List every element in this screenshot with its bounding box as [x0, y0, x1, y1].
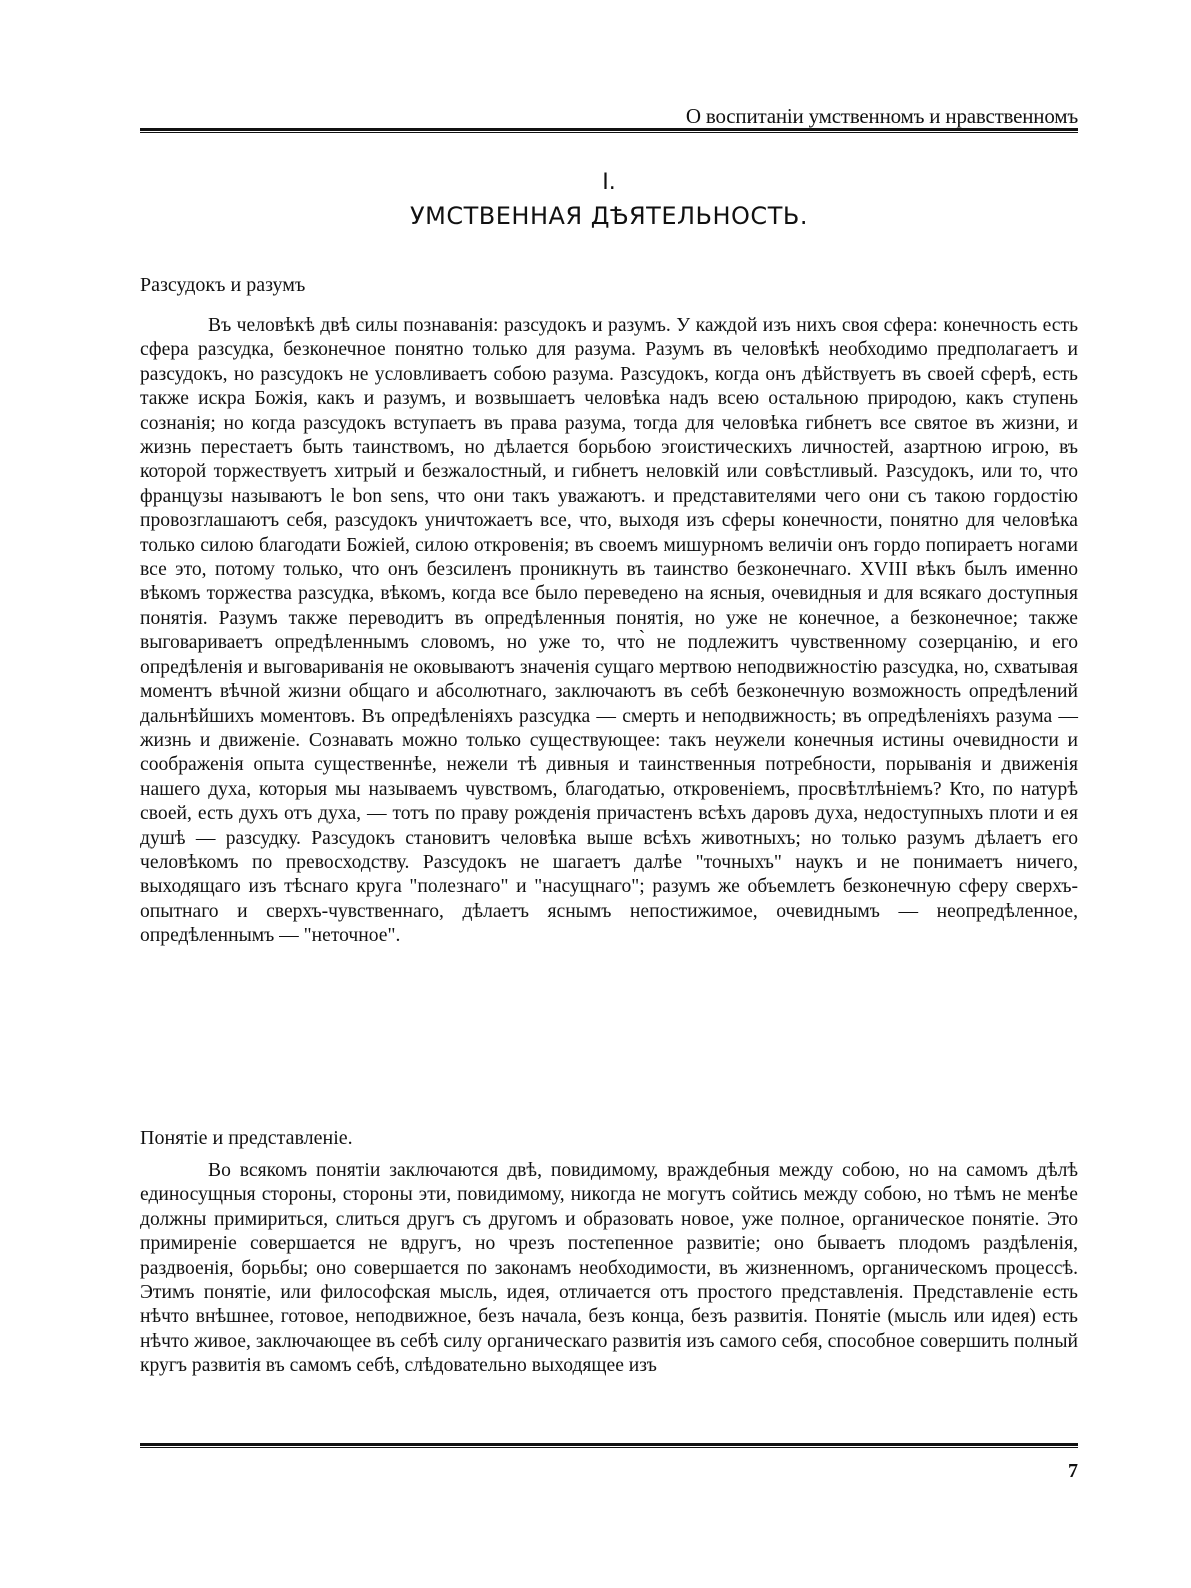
chapter-title: УМСТВЕННАЯ ДѢЯТЕЛЬНОСТЬ.: [410, 202, 808, 230]
section-heading: Разсудокъ и разумъ: [140, 274, 306, 296]
footer-rule: [140, 1443, 1078, 1448]
chapter-heading: [140, 170, 1078, 232]
chapter-number: I.: [602, 170, 616, 195]
page-number: 7: [1068, 1460, 1078, 1482]
section-heading: Понятiе и представленiе.: [140, 1127, 353, 1149]
body-paragraph: Во всякомъ понятiи заключаются двѣ, повидимому, враждебныя между собою, но на самомъ дѣлѣ единосущныя стороны, стороны эти, повидимому, никогда не могутъ сойтись между собою, но тѣмъ не менѣе должны примириться, слиться другъ съ другомъ и образовать новое, уже полное, органическое понятiе. Это примиренiе совершается не вдругъ, но чрезъ постепенное развитiе; оно бываетъ плодомъ раздѣленiя, раздвоенiя, борьбы; оно совершается по законамъ необходимости, въ жизненномъ, органическомъ процессѣ. Этимъ понятiе, или философская мысль, идея, отличается отъ простого представленiя. Представленiе есть нѣчто внѣшнее, готовое, неподвижное, безъ начала, безъ конца, безъ развитiя. Понятiе (мысль или идея) есть нѣчто живое, заключающее въ себѣ силу органическаго развитiя изъ самого себя, способное совершить полный кругъ развитiя въ самомъ себѣ, слѣдовательно выходящее изъ: [140, 1160, 1078, 1377]
body-paragraph: Въ человѣкѣ двѣ силы познаванiя: разсудокъ и разумъ. У каждой изъ нихъ своя сфера: конечность есть сфера разсудка, безконечное понятно только для разума. Разумъ въ человѣкѣ необходимо предполагаетъ и разсудокъ, но разсудокъ не условливаетъ собою разума. Разсудокъ, когда онъ дѣйствуетъ въ своей сферѣ, есть также искра Божiя, какъ и разумъ, и возвышаетъ человѣка надъ всею остальною природою, какъ ступень сознанiя; но когда разсудокъ вступаетъ въ права разума, тогда для человѣка гибнетъ все святое въ жизни, и жизнь перестаетъ быть таинствомъ, но дѣлается борьбою эгоистическихъ личностей, азартною игрою, въ которой торжествуетъ хитрый и безжалостный, и гибнетъ неловкiй или совѣстливый. Разсудокъ, или то, что французы называютъ le bon sens, что они такъ уважаютъ. и представителями чего они съ такою гордостiю провозглашаютъ себя, разсудокъ уничтожаетъ все, что, выходя изъ сферы конечности, понятно для человѣка только силою благодати Божiей, силою откровенiя; въ своемъ мишурномъ величiи онъ гордо попираетъ ногами все это, потому только, что онъ безсиленъ проникнуть въ таинство безконечнаго. XVIII вѣкъ былъ именно вѣкомъ торжества разсудка, вѣкомъ, когда все было переведено на ясныя, очевидныя и для всякаго доступныя понятiя. Разумъ также переводитъ въ опредѣленныя понятiя, но уже не конечное, а безконечное; также выговариваетъ опредѣленнымъ словомъ, но уже то, что̀ не подлежитъ чувственному созерцанiю, и его опредѣленiя и выговариванiя не оковываютъ значенiя сущаго мертвою неподвижностiю разсудка, но, схватывая моментъ вѣчной жизни общаго и абсолютнаго, заключаютъ въ себѣ безконечную возможность опредѣлений дальнѣйшихъ моментовъ. Въ опредѣленiяхъ разсудка — смерть и неподвижность; въ опредѣленiяхъ разума — жизнь и движенiе. Сознавать можно только существующее: такъ неужели конечныя истины очевидности и соображенiя опыта существеннѣе, нежели тѣ дивныя и таинственныя потребности, порыванiя и движенiя нашего духа, которыя мы называемъ чувствомъ, благодатью, откровенiемъ, просвѣтлѣнiемъ? Кто, по натурѣ своей, есть духъ отъ духа, — тотъ по праву рожденiя причастенъ всѣхъ даровъ духа, недоступныхъ плоти и ея душѣ — разсудку. Разсудокъ становитъ человѣка выше всѣхъ животныхъ; но только разумъ дѣлаетъ его человѣкомъ по превосходству. Разсудокъ не шагаетъ далѣе "точныхъ" наукъ и не понимаетъ ничего, выходящаго изъ тѣснаго круга "полезнаго" и "насущнаго"; разумъ же объемлетъ безконечную сферу сверхъ-опытнаго и сверхъ-чувственнаго, дѣлаетъ яснымъ непостижимое, очевиднымъ — неопредѣленное, опредѣленнымъ — "неточное".: [140, 315, 1078, 947]
running-title: О воспитанiи умственномъ и нравственномъ: [685, 104, 1078, 128]
header-rule: [140, 128, 1078, 133]
